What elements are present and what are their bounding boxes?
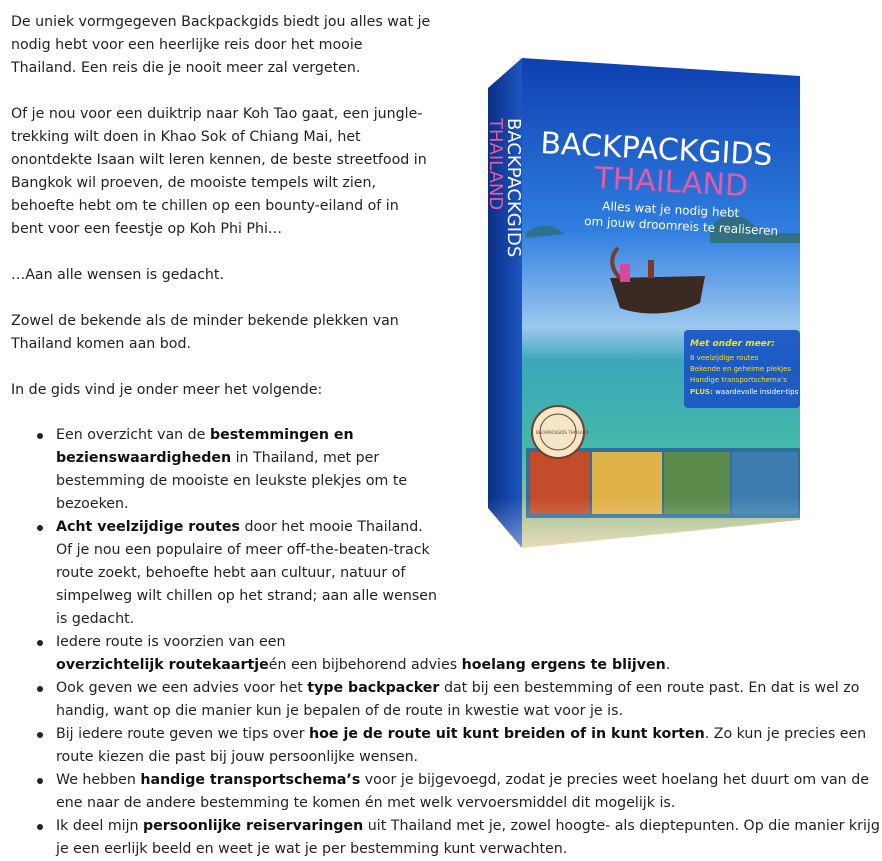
list-item-text: Iedere route is voorzien van een	[56, 634, 286, 650]
book-spine-title: BACKPACKGIDS	[503, 118, 524, 258]
list-item-text: Een overzicht van de	[56, 427, 210, 443]
book-badge-plus-text: waardevolle insider-tips	[712, 388, 799, 396]
list-item-text: Bij iedere route geven we tips over	[56, 726, 310, 742]
list-item-text: én een bijbehorend advies	[268, 657, 462, 673]
list-item-text: door het mooie Thailand. Of je nou een populaire of meer off-the-beaten-track route zoekt, behoefte hebt aan cultuur, natuur of simpelweg wilt chillen op het strand; aan alle wensen is gedacht.	[56, 519, 437, 627]
list-item-text: .	[665, 657, 671, 673]
intro-paragraph-3: …Aan alle wensen is gedacht.	[11, 267, 224, 283]
list-item	[56, 677, 882, 723]
list-item-text: dat bij een bestemming of een route past. En dat is wel zo handig, want op die manier kun je bepalen of de route in kwestie wat voor je is.	[56, 680, 860, 719]
list-item-text: Ook geven we een advies voor het	[56, 680, 308, 696]
list-item-text: Ik deel mijn	[56, 818, 144, 834]
list-item	[56, 631, 882, 677]
book-cover-image	[470, 28, 830, 628]
list-item-text: . Zo kun je precies een route kiezen die past bij jouw persoonlijke wensen.	[56, 726, 867, 765]
book-subtitle: Alles wat je nodig hebt	[601, 199, 740, 221]
list-item-text: uit Thailand met je, zowel hoogte- als dieptepunten. Op die manier krijg je een eerlijk beeld en weet je wat je per bestemming kunt verwachten.	[56, 818, 880, 857]
book-illustration	[470, 28, 830, 628]
list-item-emphasis: Acht veelzijdige routes	[56, 519, 240, 535]
list-item-emphasis: bestemmingen en bezienswaardigheden	[56, 427, 354, 466]
book-badge-line: 8 veelzijdige routes	[690, 354, 759, 362]
book-spine-country: THAILAND	[485, 118, 506, 211]
intro-paragraph-5: In de gids vind je onder meer het volgende:	[11, 382, 323, 398]
intro-paragraph-4: Zowel de bekende als de minder bekende plekken van Thailand komen aan bod.	[11, 313, 399, 352]
intro-paragraph-2: Of je nou voor een duiktrip naar Koh Tao gaat, een jungle-trekking wilt doen in Khao Sok of Chiang Mai, het onontdekte Isaan wilt leren kennen, de beste streetfood in Bangkok wil proeven, de mooiste tempels wilt zien, behoefte hebt om te chillen op een bounty-eiland of in bent voor een feestje op Koh Phi Phi…	[11, 106, 427, 237]
list-item	[56, 815, 882, 861]
list-item	[56, 769, 882, 815]
list-item-emphasis: type backpacker	[307, 680, 440, 696]
list-item	[56, 424, 443, 516]
book-badge-line: Handige transportschema’s	[690, 376, 787, 384]
list-item	[56, 516, 443, 631]
list-item-emphasis: persoonlijke reiservaringen	[143, 818, 364, 834]
book-badge-plus	[690, 388, 799, 396]
list-item-emphasis: handige transportschema’s	[140, 772, 361, 788]
list-item	[56, 723, 882, 769]
list-item-emphasis: overzichtelijk routekaartje	[56, 657, 269, 673]
book-title: BACKPACKGIDS	[539, 126, 774, 174]
book-seal-text: BACKPACKGIDS THAILAND	[536, 430, 589, 435]
list-item-emphasis: hoelang ergens te blijven	[461, 657, 666, 673]
list-item-text: in Thailand, met per bestemming de mooiste en leukste plekjes om te bezoeken.	[56, 450, 408, 512]
book-badge-line: Bekende en geheime plekjes	[690, 365, 792, 373]
list-item-text: We hebben	[56, 772, 141, 788]
list-item-text: voor je bijgevoegd, zodat je precies weet hoelang het duurt om van de ene naar de andere bestemming te komen én met welk vervoersmiddel dit mogelijk is.	[56, 772, 869, 811]
book-badge-plus-label: PLUS:	[690, 388, 713, 396]
book-badge-heading: Met onder meer:	[690, 339, 775, 349]
list-item-emphasis: hoe je de route uit kunt breiden of in kunt korten	[309, 726, 705, 742]
intro-text	[11, 11, 431, 425]
book-subtitle: om jouw droomreis te realiseren	[583, 214, 779, 239]
intro-paragraph-1: De uniek vormgegeven Backpackgids biedt jou alles wat je nodig hebt voor een heerlijke reis door het mooie Thailand. Een reis die je nooit meer zal vergeten.	[11, 14, 431, 76]
book-title-country: THAILAND	[593, 161, 749, 205]
